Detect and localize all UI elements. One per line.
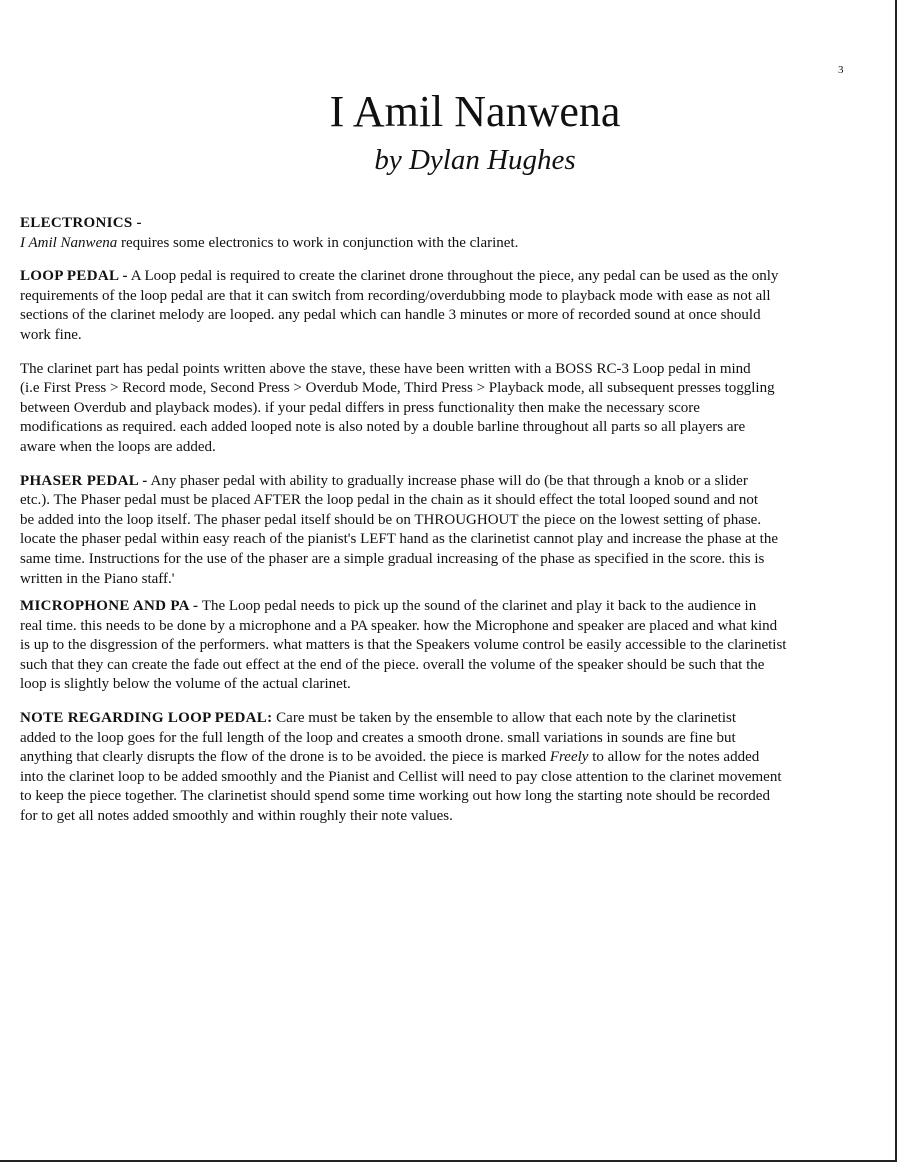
phaser-pedal-heading: PHASER PEDAL - bbox=[20, 472, 148, 489]
clarinet-part-line: The clarinet part has pedal points written above the stave, these have been written with a BOSS RC-3 Loop pedal in mind bbox=[20, 360, 751, 377]
piece-title-italic: I Amil Nanwena bbox=[20, 234, 118, 251]
electronics-text bbox=[20, 234, 892, 254]
note-line bbox=[20, 709, 892, 729]
microphone-line: real time. this needs to be done by a microphone and a PA speaker. how the Microphone and speaker are placed and what kind bbox=[20, 617, 778, 634]
note-text-after: to allow for the notes added bbox=[588, 749, 760, 766]
note-text-before: anything that clearly disrupts the flow of the drone is to be avoided. the piece is marked bbox=[20, 749, 550, 766]
phaser-pedal-line: be added into the loop itself. The phaser pedal itself should be on THROUGHOUT the piece on the lowest setting of phase. bbox=[20, 511, 762, 528]
microphone-line: is up to the disgression of the performers. what matters is that the Speakers volume control be easily accessible to the clarinetist bbox=[20, 637, 787, 654]
loop-pedal-line: work fine. bbox=[20, 326, 82, 343]
clarinet-part-line: aware when the loops are added. bbox=[20, 438, 216, 455]
loop-pedal-line: requirements of the loop pedal are that it can switch from recording/overdubbing mode to playback mode with ease as not all bbox=[20, 287, 771, 304]
composer-byline: by Dylan Hughes bbox=[374, 144, 576, 176]
note-line: for to get all notes added smoothly and within roughly their note values. bbox=[20, 808, 453, 825]
loop-pedal-line: sections of the clarinet melody are looped. any pedal which can handle 3 minutes or more of recorded sound at once should bbox=[20, 307, 761, 324]
note-line: added to the loop goes for the full length of the loop and creates a smooth drone. small variations in sounds are fine but bbox=[20, 729, 736, 746]
phaser-pedal-section bbox=[20, 472, 892, 590]
phaser-pedal-line: same time. Instructions for the use of the phaser are a simple gradual increasing of the phase as specified in the score. this is bbox=[20, 550, 765, 567]
note-regarding-section bbox=[20, 709, 892, 827]
microphone-line: such that they can create the fade out effect at the end of the piece. overall the volume of the speaker should be such that the bbox=[20, 656, 765, 673]
tempo-marking-italic: Freely bbox=[549, 749, 589, 766]
microphone-line: loop is slightly below the volume of the actual clarinet. bbox=[20, 676, 351, 693]
phaser-pedal-line: etc.). The Phaser pedal must be placed AFTER the loop pedal in the chain as it should effect the total looped sound and not bbox=[20, 492, 759, 509]
piece-title: I Amil Nanwena bbox=[329, 87, 621, 136]
microphone-line bbox=[20, 597, 892, 617]
clarinet-part-line: modifications as required. each added looped note is also noted by a double barline throughout all parts so all players are bbox=[20, 419, 746, 436]
electronics-heading-line bbox=[20, 214, 892, 234]
electronics-text-rest: requires some electronics to work in conjunction with the clarinet. bbox=[117, 234, 519, 251]
phaser-pedal-line bbox=[20, 472, 892, 492]
page-number: 3 bbox=[838, 64, 844, 76]
note-heading: NOTE REGARDING LOOP PEDAL: bbox=[20, 710, 273, 727]
phaser-pedal-line: locate the phaser pedal within easy reach of the pianist's LEFT hand as the clarinetist cannot play and increase the phase at the bbox=[20, 531, 778, 548]
clarinet-part-line: (i.e First Press > Record mode, Second Press > Overdub Mode, Third Press > Playback mode, all subsequent presses toggling bbox=[20, 380, 775, 397]
microphone-section bbox=[20, 597, 892, 695]
phaser-pedal-text: Any phaser pedal with ability to gradually increase phase will do (be that through a knob or a slider bbox=[147, 472, 748, 489]
loop-pedal-line bbox=[20, 267, 892, 287]
note-line: to keep the piece together. The clarinetist should spend some time working out how long the starting note should be recorded bbox=[20, 788, 770, 805]
loop-pedal-text: A Loop pedal is required to create the clarinet drone throughout the piece, any pedal can be used as the only bbox=[127, 268, 779, 285]
microphone-text: The Loop pedal needs to pick up the sound of the clarinet and play it back to the audience in bbox=[198, 598, 757, 615]
microphone-heading: MICROPHONE AND PA - bbox=[20, 598, 199, 615]
clarinet-part-line: between Overdub and playback modes). if your pedal differs in press functionality then make the necessary score bbox=[20, 399, 700, 416]
electronics-heading: ELECTRONICS - bbox=[20, 215, 142, 231]
note-line: into the clarinet loop to be added smoothly and the Pianist and Cellist will need to pay close attention to the clarinet movement bbox=[20, 768, 782, 785]
note-text: Care must be taken by the ensemble to allow that each note by the clarinetist bbox=[272, 710, 737, 727]
loop-pedal-section bbox=[20, 267, 892, 345]
loop-pedal-heading: LOOP PEDAL - bbox=[20, 268, 128, 285]
electronics-section bbox=[20, 214, 892, 253]
note-line bbox=[20, 748, 892, 768]
phaser-pedal-line: written in the Piano staff.' bbox=[20, 570, 175, 587]
clarinet-part-section bbox=[20, 360, 892, 458]
program-notes bbox=[20, 214, 892, 841]
